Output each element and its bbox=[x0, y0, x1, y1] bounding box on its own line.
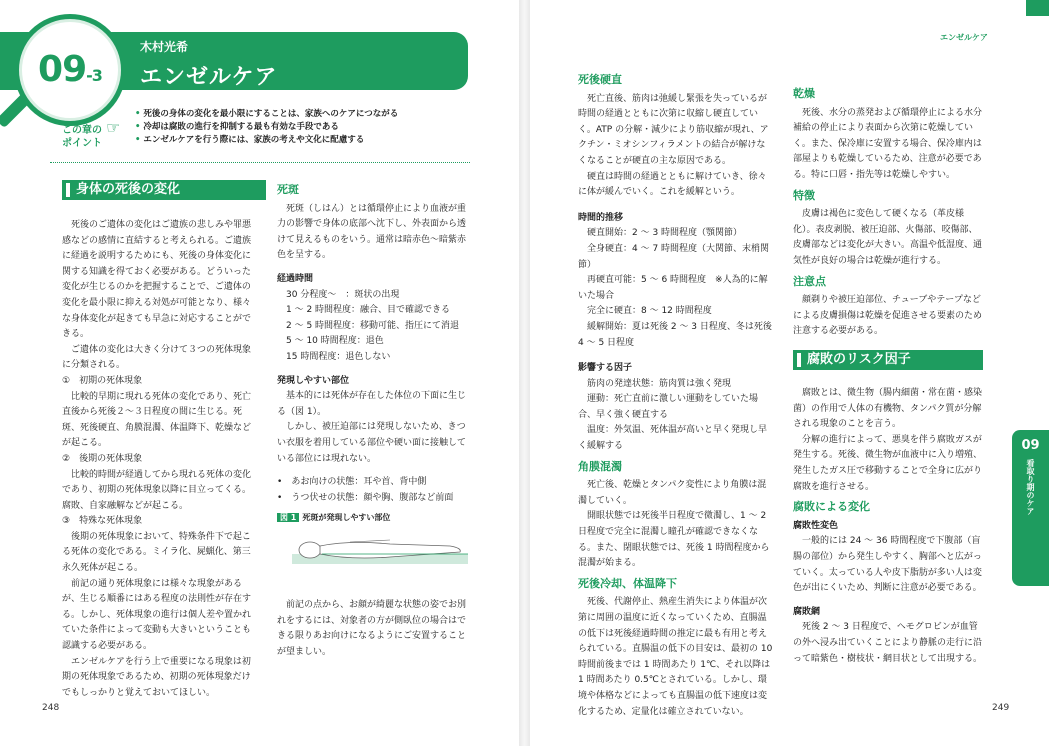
chapter-point: • 冷却は腐敗の進行を抑制する最も有効な手段である bbox=[135, 121, 398, 134]
paragraph: しかし、被圧迫部には発現しないため、きつい衣服を着用している部位や硬い面に接触している部位には現れない。 bbox=[277, 422, 467, 464]
subheading: 影響する因子 bbox=[578, 363, 633, 374]
course-line: 硬直開始：2 ～ 3 時間程度（顎関節） bbox=[587, 228, 743, 239]
chapter-number: 09-3 bbox=[38, 49, 102, 90]
heading-tokucho: 特徴 bbox=[793, 188, 815, 202]
course-line: 再硬直可能：5 ～ 6 時間程度 ※人為的に解いた場合 bbox=[578, 275, 768, 301]
column-decay bbox=[793, 386, 985, 667]
paragraph: 硬直は時間の経過とともに解けていき、徐々に体が緩んでいく。これを緩解という。 bbox=[578, 171, 767, 198]
lying-body-figure bbox=[290, 530, 470, 570]
column-shihan-cont bbox=[277, 598, 473, 660]
subheading: 腐敗網 bbox=[793, 606, 821, 617]
course-line: 1 ～ 2 時間程度：融合、目で確認できる bbox=[286, 305, 451, 316]
bullet-item: • あお向けの状態：耳や首、背中側 bbox=[277, 477, 427, 488]
paragraph: 後期の死体現象において、特殊条件下で起こる死体の変化である。ミイラ化、屍蝋化、第三永久死体が起こる。 bbox=[62, 531, 251, 574]
paragraph: 基本的には死体が存在した体位の下面に生じる（図 1）。 bbox=[277, 391, 467, 417]
chapter-title: エンゼルケア bbox=[140, 65, 278, 90]
bullet-item: • うつ伏せの状態：顔や胸、腹部など前面 bbox=[277, 492, 454, 503]
section-heading-decay-risk: 腐敗のリスク因子 bbox=[793, 350, 983, 370]
heading-fuhai: 腐敗による変化 bbox=[793, 500, 870, 514]
figure-caption: 図 1 死斑が発現しやすい部位 bbox=[277, 510, 473, 526]
paragraph: 分解の進行によって、悪臭を伴う腐敗ガスが発生する。死後、微生物が血液中に入り増殖、発生したガス圧で移動することで全身に広がり腐敗を進行させる。 bbox=[793, 434, 983, 492]
subheading: 時間的推移 bbox=[578, 212, 624, 223]
factor-line: 筋肉の発達状態：筋肉質は強く発現 bbox=[587, 378, 732, 389]
paragraph: 死後 2 ～ 3 日程度で、ヘモグロビンが血管の外へ浸み出ていくことにより静脈の走行に沿って暗紫色・樹枝状・網目状として出現する。 bbox=[793, 622, 983, 664]
column-koyoku bbox=[578, 72, 774, 720]
section-heading-body-changes: 身体の死後の変化 bbox=[62, 180, 266, 200]
paragraph: 皮膚は褐色に変色して硬くなる（革皮様化）。表皮剥脱、被圧迫部、火傷部、咬傷部、皮膚部などは変化が大きい。高温や低湿度、通気性が良好の場合は乾燥が進行する。 bbox=[793, 209, 983, 266]
course-line: 2 ～ 5 時間程度：移動可能、指圧にて消退 bbox=[286, 320, 460, 331]
paragraph: 死斑（しはん）とは循環停止により血液が重力の影響で身体の底部へ沈下し、外表面から透けて見えるものをいう。通常は暗赤色～暗紫赤色を呈する。 bbox=[277, 203, 467, 261]
paragraph: 開眼状態では死後半日程度で微濁し、1 ～ 2 日程度で完全に混濁し瞳孔が確認できなくなる。また、閉眼状態では、死後 1 時間程度から混濁が始まる。 bbox=[578, 511, 770, 569]
heading-reikyaku: 死後冷却、体温降下 bbox=[578, 576, 677, 590]
header-divider bbox=[50, 162, 470, 164]
author-name: 木村光希 bbox=[140, 40, 189, 54]
subheading: 発現しやすい部位 bbox=[277, 375, 350, 386]
list-item-head: ① 初期の死体現象 bbox=[62, 375, 143, 386]
paragraph: 前記の通り死体現象には様々な現象があるが、生じる順番にはある程度の法則性が存在する。しかし、死体現象の進行は個人差や置かれていた条件によって変動も大きいということも認識する必要がある。 bbox=[62, 578, 252, 652]
paragraph: 死亡直後、筋肉は弛緩し緊張を失っているが時間の経過とともに次第に収縮し硬直していく。ATP の分解・減少により筋収縮が現れ、アクチン・ミオシンフィラメントの結合が解けなくなることが硬直の主な原因である。 bbox=[578, 93, 769, 166]
paragraph: 顔剃りや被圧迫部位、チューブやテープなどによる皮膚損傷は乾燥を促進させる要素のため注意する必要がある。 bbox=[793, 295, 983, 337]
paragraph: 比較的早期に現れる死体の変化であり、死亡直後から死後２～３日程度の間に生じる。死斑、死後硬直、角膜混濁、体温降下、乾燥などが起こる。 bbox=[62, 391, 252, 449]
column-body-changes bbox=[62, 218, 258, 701]
heading-koyoku: 死後硬直 bbox=[578, 73, 622, 86]
course-line: 完全に硬直：8 ～ 12 時間程度 bbox=[587, 306, 712, 317]
paragraph: 死後のご遺体の変化はご遺族の悲しみや罪悪感などの感情に直結すると考えられる。ご遺族に経過を説明するためにも、死後の身体変化に関する知識を得ておく必要がある。どういった変化が生じるのかを把握することで、ご遺体の変化を最小限に抑える対処が可能となり、様々な身体変化が起きても早急に対応することができる。 bbox=[62, 220, 252, 340]
heading-shihan: 死斑 bbox=[277, 183, 299, 196]
subheading: 経過時間 bbox=[277, 273, 314, 284]
column-kanso bbox=[793, 86, 985, 340]
heading-chuiten: 注意点 bbox=[793, 274, 826, 288]
side-tab-text: 看取り期のケア bbox=[1026, 459, 1035, 515]
paragraph: 死後、水分の蒸発および循環停止による水分補給の停止により表面から次第に乾燥していく。また、保冷庫に安置する場合、保冷庫内は部屋よりも乾燥しているため、注意が必要である。特に口唇・指先等は乾燥しやすい。 bbox=[793, 107, 983, 180]
paragraph: 腐敗とは、微生物（腸内細菌・常在菌・感染菌）の作用で人体の有機物、タンパク質が分解される現象のことを言う。 bbox=[793, 388, 983, 430]
paragraph: ご遺体の変化は大きく分けて３つの死体現象に分類される。 bbox=[62, 344, 252, 371]
paragraph: 死後、代謝停止、熱産生消失により体温が次第に周囲の温度に近くなっていくため、直腸温の低下は死後経過時間の推定に最も有用と考えられている。直腸温の低下の目安は、最初の 10 時間前後までは 1 時間あたり 1℃、それ以降は 1 時間あたり 0.5℃とされている。しかし、環境や体格などによっても直腸温の低下速度は変化するため、定量化は確立されていない。 bbox=[578, 597, 773, 717]
factor-line: 運動：死亡直前に激しい運動をしていた場合、早く強く硬直する bbox=[578, 394, 759, 420]
heading-kakumaku: 角膜混濁 bbox=[578, 459, 622, 473]
list-item-head: ③ 特殊な死体現象 bbox=[62, 516, 143, 527]
chapter-points-list bbox=[135, 108, 398, 147]
paragraph: エンゼルケアを行う上で重要になる現象は初期の死体現象であるため、初期の死体現象だけでもしっかりと覚えておいてほしい。 bbox=[62, 656, 251, 698]
paragraph: 一般的には 24 ～ 36 時間程度で下腹部（盲腸の部位）から発生しやすく、胸部へと広がっていく。太っている人や皮下脂肪が多い人は変色が出にくいため、判断に注意が必要である。 bbox=[793, 536, 982, 594]
course-line: 緩解開始：夏は死後 2 ～ 3 日程度、冬は死後 4 ～ 5 日程度 bbox=[578, 321, 772, 348]
column-shihan bbox=[277, 182, 473, 526]
subheading: 腐敗性変色 bbox=[793, 520, 839, 531]
chapter-point: • 死後の身体の変化を最小限にすることは、家族へのケアにつながる bbox=[135, 108, 398, 121]
course-line: 全身硬直：4 ～ 7 時間程度（大関節、末梢関節） bbox=[578, 243, 770, 270]
heading-kanso: 乾燥 bbox=[793, 87, 815, 100]
paragraph: 死亡後、乾燥とタンパク変性により角膜は混濁していく。 bbox=[578, 480, 767, 506]
book-gutter bbox=[519, 0, 530, 746]
list-item-head: ② 後期の死体現象 bbox=[62, 453, 143, 464]
paragraph: 前記の点から、お顔が綺麗な状態の姿でお別れをするには、対象者の方が側臥位の場合はできる限りあお向けになるようにご安置することが望ましい。 bbox=[277, 600, 467, 657]
side-tab-number: 09 bbox=[1021, 438, 1040, 453]
chapter-point-label: この章の ポイント bbox=[62, 125, 102, 149]
course-line: 5 ～ 10 時間程度：退色 bbox=[286, 336, 384, 347]
factor-line: 温度：外気温、死体温が高いと早く発現し早く緩解する bbox=[578, 425, 768, 452]
paragraph: 比較的時間が経過してから現れる死体の変化であり、初期の死体現象以降に目立ってくる。腐敗、自家融解などが起こる。 bbox=[62, 469, 252, 511]
page-number-right: 249 bbox=[992, 703, 1010, 713]
course-line: 15 時間程度：退色しない bbox=[286, 351, 391, 362]
chapter-side-tab bbox=[1012, 430, 1049, 586]
magnifier-icon bbox=[14, 14, 126, 126]
running-head: エンゼルケア bbox=[940, 33, 988, 42]
chapter-point: • エンゼルケアを行う際には、家族の考えや文化に配慮する bbox=[135, 134, 398, 147]
pointing-hand-icon: ☞ bbox=[106, 118, 121, 137]
course-line: 30 分程度～ ：斑状の出現 bbox=[286, 289, 400, 300]
page-number-left: 248 bbox=[42, 703, 60, 713]
tab-marker-top bbox=[1026, 0, 1049, 16]
